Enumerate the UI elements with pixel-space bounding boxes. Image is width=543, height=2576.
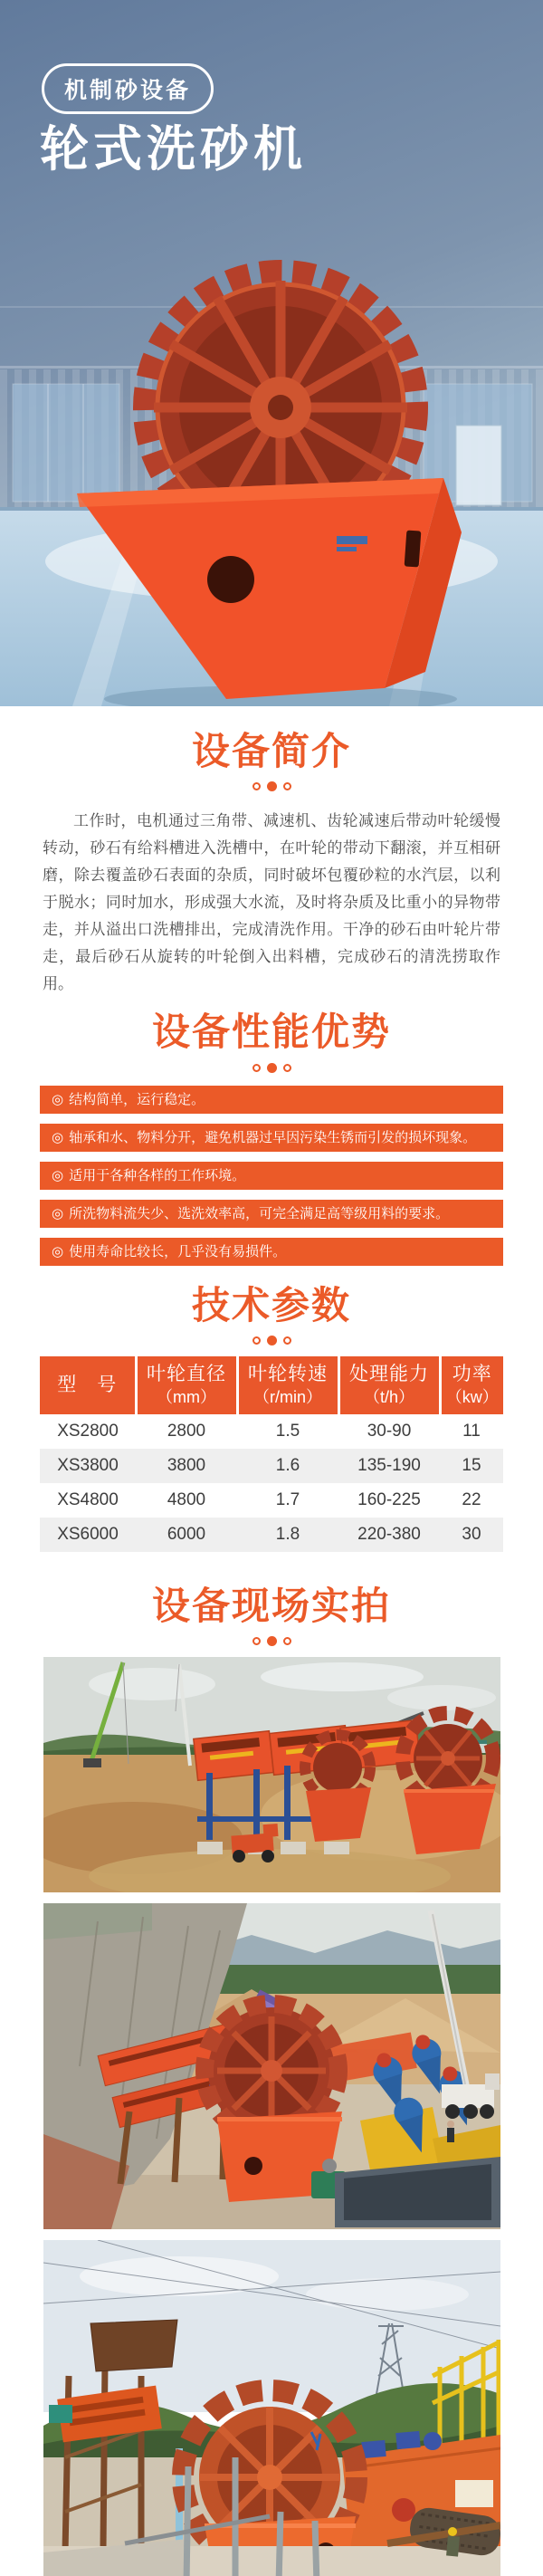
circle-bullet-icon: ◎ (52, 1167, 64, 1183)
table-row (40, 1449, 503, 1483)
section-tech-specs (0, 1284, 543, 1552)
divider-dot-icon (252, 1637, 261, 1645)
section-title-tech: 技术参数 (191, 1283, 351, 1326)
section-divider-dots (0, 1636, 543, 1646)
cell-speed: 1.5 (275, 1421, 300, 1441)
category-badge-label: 机制砂设备 (64, 78, 192, 103)
column-header-diameter: 叶轮直径 （mm） (136, 1356, 237, 1414)
section-title-intro: 设备简介 (191, 730, 351, 772)
cell-model: XS2800 (57, 1421, 119, 1441)
divider-dot-icon (252, 1336, 261, 1345)
divider-dot-icon (252, 1064, 261, 1072)
divider-dot-icon (283, 1336, 291, 1345)
cell-diameter: 2800 (167, 1421, 206, 1441)
advantage-text: 结构简单，运行稳定。 (69, 1091, 205, 1107)
table-row (40, 1483, 503, 1518)
column-header-model: 型 号 (40, 1356, 136, 1414)
advantage-item (40, 1086, 503, 1114)
cell-capacity: 160-225 (357, 1489, 421, 1509)
circle-bullet-icon: ◎ (52, 1205, 64, 1221)
cell-power: 11 (462, 1421, 481, 1441)
divider-dot-icon (267, 1636, 277, 1646)
tech-specs-table (40, 1356, 503, 1552)
divider-dot-icon (267, 781, 277, 791)
cell-model: XS3800 (57, 1455, 119, 1475)
section-title-gallery: 设备现场实拍 (151, 1584, 391, 1627)
section-gallery (0, 1585, 543, 2576)
cell-diameter: 3800 (167, 1455, 206, 1475)
divider-dot-icon (267, 1336, 277, 1345)
section-advantages (0, 1010, 543, 1265)
wheel-washer-illustration (205, 2004, 346, 2202)
section-divider-dots (0, 1336, 543, 1345)
section-intro (0, 730, 543, 998)
site-photo-3 (43, 2240, 500, 2576)
divider-dot-icon (252, 782, 261, 790)
table-row (40, 1518, 503, 1552)
column-header-power: 功率 （kw） (440, 1356, 503, 1414)
cell-speed: 1.8 (275, 1524, 300, 1544)
site-photo-2-illustration (43, 1903, 500, 2229)
advantage-item (40, 1238, 503, 1266)
cell-model: XS4800 (57, 1489, 119, 1509)
section-divider-dots (0, 781, 543, 791)
advantage-item (40, 1124, 503, 1152)
table-header-row (40, 1356, 503, 1414)
cell-power: 22 (462, 1489, 481, 1509)
cell-capacity: 135-190 (357, 1455, 421, 1475)
intro-paragraph: 工作时，电机通过三角带、减速机、齿轮减速后带动叶轮缓慢转动，砂石有给料槽进入洗槽中，在叶轮的带动下翻滚，并互相研磨，除去覆盖砂石表面的杂质，同时破坏包覆砂粒的水汽层，以利于脱水；同时加水，形成强大水流，及时将杂质及比重小的异物带走，并从溢出口洗槽排出，完成清洗作用。干净的砂石由叶轮片带走，最后砂石从旋转的叶轮倒入出料槽，完成砂石的清洗捞取作用。 (43, 812, 500, 993)
divider-dot-icon (283, 1064, 291, 1072)
hero-banner (0, 0, 543, 706)
circle-bullet-icon: ◎ (52, 1243, 64, 1259)
cell-model: XS6000 (57, 1524, 119, 1544)
advantage-list (40, 1086, 503, 1266)
cell-capacity: 30-90 (367, 1421, 412, 1441)
section-divider-dots (0, 1063, 543, 1073)
cell-power: 15 (462, 1455, 481, 1475)
cell-speed: 1.6 (275, 1455, 300, 1475)
table-row (40, 1414, 503, 1449)
category-badge (42, 63, 214, 114)
site-photo-3-illustration (43, 2240, 500, 2576)
divider-dot-icon (267, 1063, 277, 1073)
site-photo-1 (43, 1657, 500, 1892)
column-header-capacity: 处理能力 （t/h） (338, 1356, 440, 1414)
cell-speed: 1.7 (275, 1489, 300, 1509)
advantage-text: 所洗物料流失少、选洗效率高，可完全满足高等级用料的要求。 (69, 1205, 450, 1221)
advantage-item (40, 1200, 503, 1228)
cell-diameter: 6000 (167, 1524, 206, 1544)
site-photo-2 (43, 1903, 500, 2229)
divider-dot-icon (283, 1637, 291, 1645)
circle-bullet-icon: ◎ (52, 1091, 64, 1107)
column-header-speed: 叶轮转速 （r/min） (237, 1356, 338, 1414)
divider-dot-icon (283, 782, 291, 790)
site-photo-1-illustration (43, 1657, 500, 1892)
advantage-text: 使用寿命比较长，几乎没有易损件。 (69, 1243, 287, 1259)
section-title-advantages: 设备性能优势 (151, 1010, 391, 1054)
product-title: 轮式洗砂机 (40, 122, 307, 177)
cell-diameter: 4800 (167, 1489, 206, 1509)
cell-power: 30 (462, 1524, 481, 1544)
circle-bullet-icon: ◎ (52, 1129, 64, 1145)
advantage-item (40, 1162, 503, 1190)
advantage-text: 适用于各种各样的工作环境。 (69, 1167, 246, 1183)
advantage-text: 轴承和水、物料分开，避免机器过早因污染生锈而引发的损坏现象。 (69, 1129, 477, 1145)
cell-capacity: 220-380 (357, 1524, 421, 1544)
